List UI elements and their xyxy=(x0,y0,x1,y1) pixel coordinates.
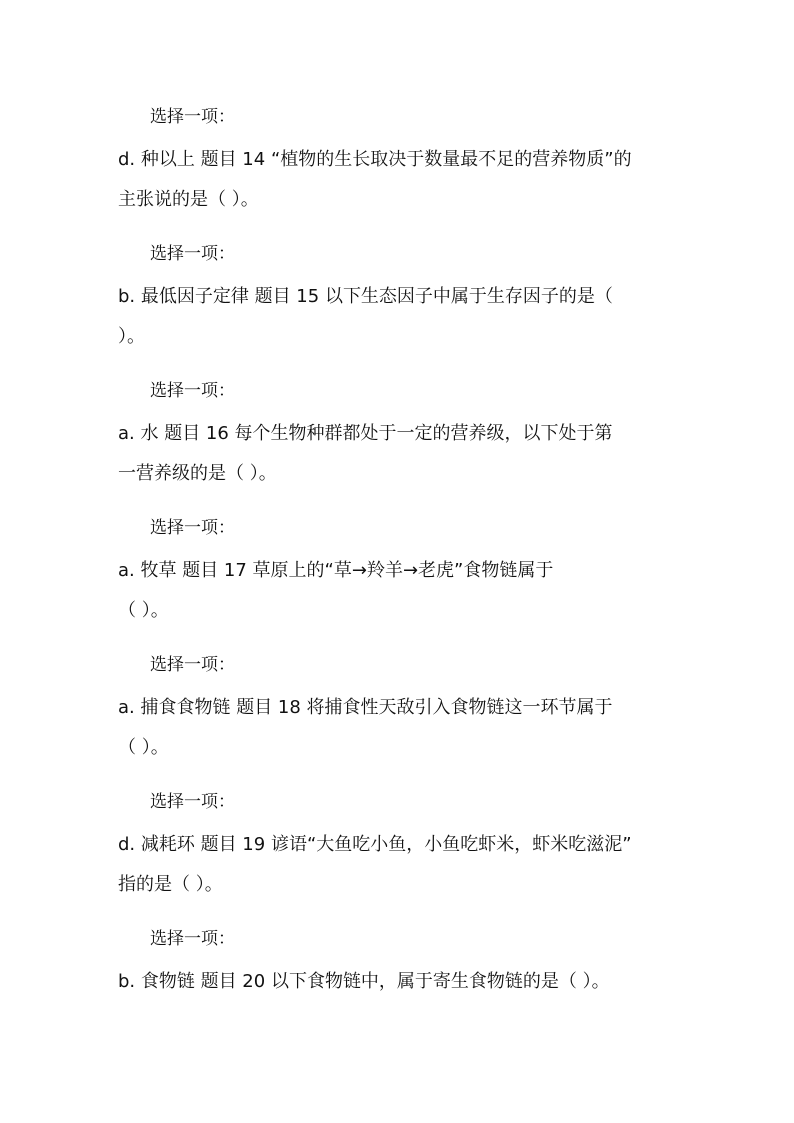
question-text-line: d. 种以上 题目 14 “植物的生长取决于数量最不足的营养物质”的 xyxy=(118,149,632,170)
question-text-line: d. 减耗环 题目 19 谚语“大鱼吃小鱼，小鱼吃虾米，虾米吃滋泥” xyxy=(118,834,632,855)
select-one-prompt: 选择一项： xyxy=(150,655,235,675)
question-text-line: 指的是（ ）。 xyxy=(118,874,223,895)
question-text-line: （ ）。 xyxy=(118,600,169,621)
select-one-prompt: 选择一项： xyxy=(150,518,235,538)
question-text-line: a. 水 题目 16 每个生物种群都处于一定的营养级，以下处于第 xyxy=(118,423,613,444)
question-text-line: 一营养级的是（ ）。 xyxy=(118,463,277,484)
select-one-prompt: 选择一项： xyxy=(150,792,235,812)
question-text-line: b. 最低因子定律 题目 15 以下生态因子中属于生存因子的是（ xyxy=(118,286,613,307)
question-text-line: b. 食物链 题目 20 以下食物链中，属于寄生食物链的是（ ）。 xyxy=(118,971,610,992)
question-text-line: ）。 xyxy=(118,326,145,347)
question-text-line: a. 牧草 题目 17 草原上的“草→羚羊→老虎”食物链属于 xyxy=(118,560,554,581)
select-one-prompt: 选择一项： xyxy=(150,107,235,127)
select-one-prompt: 选择一项： xyxy=(150,244,235,264)
question-text-line: （ ）。 xyxy=(118,737,169,758)
question-text-line: 主张说的是（ ）。 xyxy=(118,189,259,210)
question-text-line: a. 捕食食物链 题目 18 将捕食性天敌引入食物链这一环节属于 xyxy=(118,697,613,718)
select-one-prompt: 选择一项： xyxy=(150,381,235,401)
select-one-prompt: 选择一项： xyxy=(150,929,235,949)
